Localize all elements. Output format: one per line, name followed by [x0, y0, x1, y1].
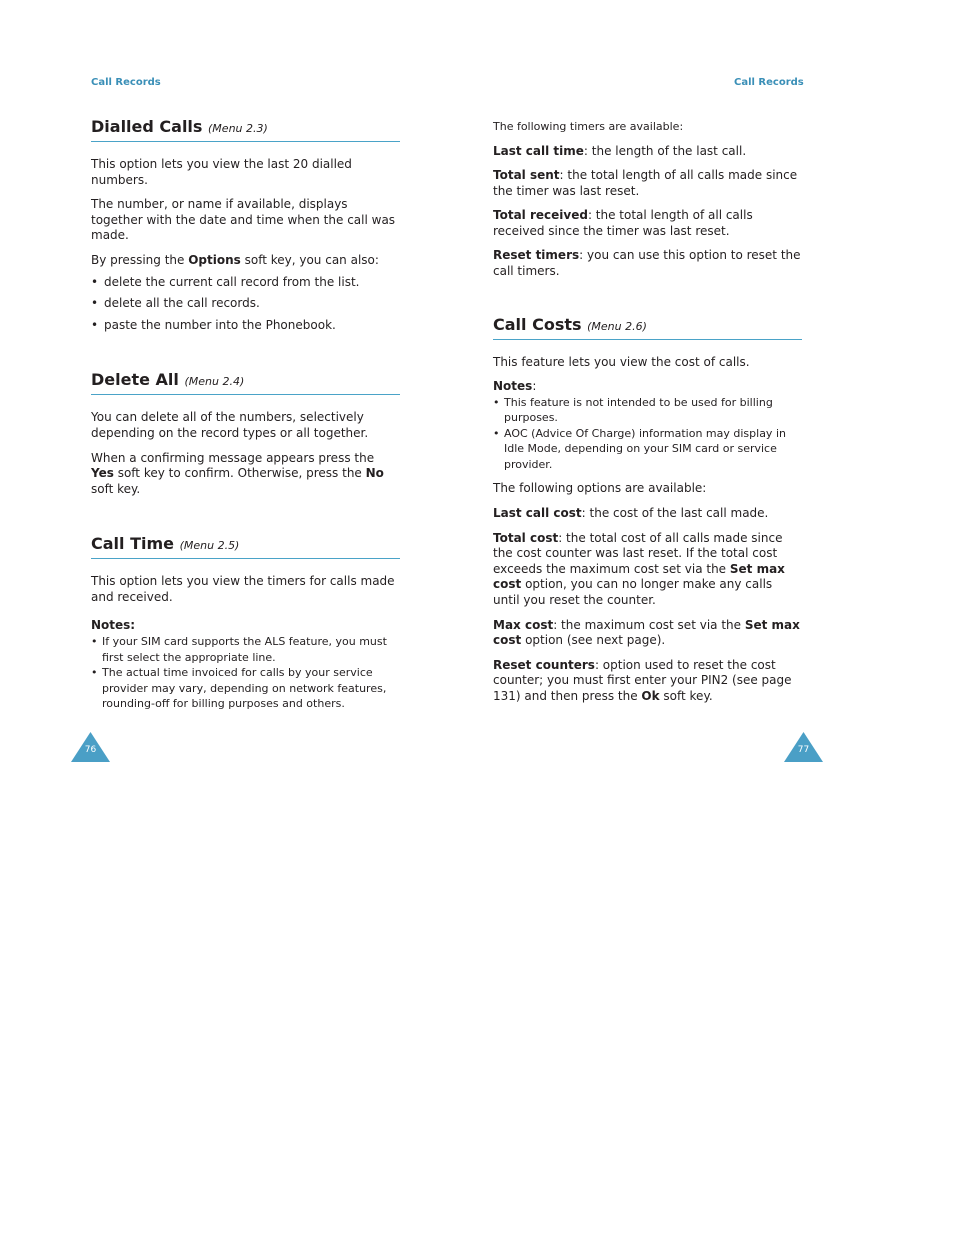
note-item: • AOC (Advice Of Charge) information may display in Idle Mode, depending on your SIM card or service provider.	[493, 426, 786, 471]
section-heading-dialled-calls: Dialled Calls (Menu 2.3)	[91, 118, 400, 142]
note-item: • The actual time invoiced for calls by your service provider may vary, depending on network features, rounding-off for billing purposes and others.	[91, 666, 387, 711]
definition-item: Total sent: the total length of all calls made since the timer was last reset.	[493, 168, 798, 198]
page-number: 77	[797, 745, 810, 755]
running-head-left: Call Records	[91, 77, 161, 88]
page-number: 76	[84, 745, 97, 755]
notes-label: Notes:	[493, 379, 537, 394]
paragraph: This option lets you view the timers for calls made and received.	[91, 574, 395, 604]
paragraph: This option lets you view the last 20 dialled numbers.	[91, 157, 352, 187]
definition-item: Max cost: the maximum cost set via the Set max cost option (see next page).	[493, 617, 800, 648]
note-item: • This feature is not intended to be used for billing purposes.	[493, 395, 773, 425]
right-column	[493, 119, 802, 704]
paragraph: When a confirming message appears press the Yes soft key to confirm. Otherwise, press the No soft key.	[91, 450, 384, 496]
paragraph: The following timers are available:	[493, 120, 684, 133]
definition-item: Reset counters: option used to reset the cost counter; you must first enter your PIN2 (see page 131) and then press the Ok soft key.	[493, 657, 792, 703]
section-heading-call-time: Call Time (Menu 2.5)	[91, 535, 400, 559]
paragraph: By pressing the Options soft key, you can also:	[91, 252, 379, 267]
paragraph: The number, or name if available, displays together with the date and time when the call was made.	[91, 197, 396, 243]
paragraph: The following options are available:	[493, 481, 707, 496]
note-item: • If your SIM card supports the ALS feature, you must first select the appropriate line.	[91, 635, 387, 664]
left-column	[91, 118, 400, 712]
definition-item: Reset timers: you can use this option to reset the call timers.	[493, 248, 801, 279]
definition-item: Total received: the total length of all calls received since the timer was last reset.	[493, 208, 753, 238]
section-heading-call-costs: Call Costs (Menu 2.6)	[493, 316, 802, 340]
list-item: • paste the number into the Phonebook.	[91, 317, 336, 332]
running-head-right: Call Records	[734, 77, 804, 88]
list-item: • delete all the call records.	[91, 296, 260, 311]
page-number-badge-left	[71, 732, 110, 762]
notes-label: Notes:	[91, 617, 136, 632]
definition-item: Last call time: the length of the last call.	[493, 143, 747, 158]
paragraph: This feature lets you view the cost of calls.	[493, 354, 750, 369]
definition-item: Total cost: the total cost of all calls made since the cost counter was last reset. If the total cost exceeds the maximum cost set via the Set max cost option, you can no longer make any calls until you reset the counter.	[493, 530, 785, 607]
section-heading-delete-all: Delete All (Menu 2.4)	[91, 371, 400, 395]
list-item: • delete the current call record from the list.	[91, 274, 360, 289]
paragraph: You can delete all of the numbers, selectively depending on the record types or all together.	[91, 410, 369, 440]
definition-item: Last call cost: the cost of the last call made.	[493, 505, 769, 520]
page-number-badge-right	[784, 732, 823, 762]
